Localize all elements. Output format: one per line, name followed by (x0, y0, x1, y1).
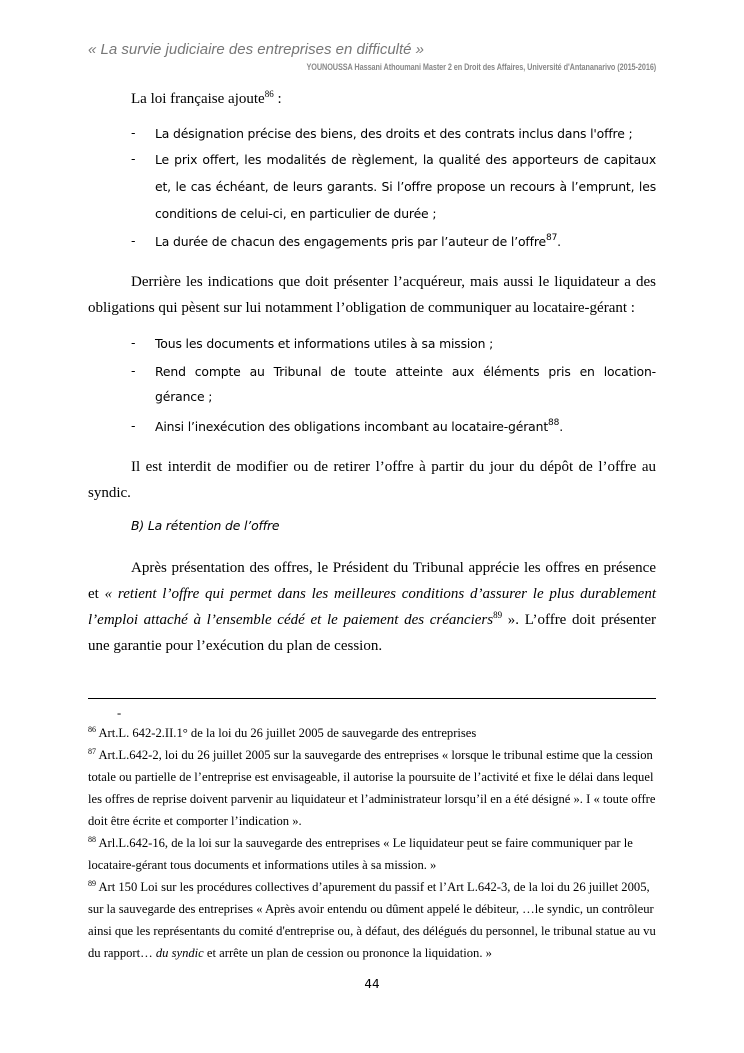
footnote-ref-88[interactable]: 88 (548, 418, 560, 428)
footnote-89-line: du rapport… du syndic et arrête un plan de cession ou prononce la liquidation. » (88, 946, 492, 960)
list-item-continuation: et, le cas échéant, de leurs garants. Si l’offre propose un recours à l’emprunt, les (155, 179, 656, 194)
list-bullet: - (131, 363, 136, 378)
footnote-separator (88, 698, 656, 699)
intro-line: La loi française ajoute$^{86}$ : (131, 89, 282, 107)
paragraph-line: une garantie pour l’exécution du plan de cession. (88, 638, 383, 654)
footnote-88-line: locataire-gérant tous documents et informations utiles à sa mission. » (88, 858, 437, 872)
paragraph-line: Après présentation des offres, le Président du Tribunal apprécie les offres en présence (131, 560, 656, 576)
running-header-author: YOUNOUSSA Hassani Athoumani Master 2 en Droit des Affaires, Université d'Antananarivo (2015-2016) (306, 62, 656, 73)
list-item: Le prix offert, les modalités de règlement, la qualité des apporteurs de capitaux (155, 152, 656, 167)
list-item-continuation: gérance ; (155, 389, 213, 404)
paragraph-line: et « retient l’offre qui permet dans les meilleures conditions d’assurer le plus durablement (88, 586, 657, 602)
footnote-89: $^{89}$ Art 150 Loi sur les procédures collectives d’apurement du passif et l’Art L.642-3, de la loi du 26 juillet 2005, (88, 879, 650, 894)
section-title: B) La rétention de l’offre (131, 518, 280, 533)
footnote-88: $^{88}$ Arl.L.642-16, de la loi sur la sauvegarde des entreprises « Le liquidateur peut se faire communiquer par le (88, 835, 633, 850)
footnote-89-line: ainsi que les représentants du comité d'entreprise ou, à défaut, des délégués du personnel, le tribunal statue au vu (88, 924, 656, 938)
footnote-87-line: doit être écrite et comporter l’indication ». (88, 814, 302, 828)
paragraph-line: obligations qui pèsent sur lui notamment l’obligation de communiquer au locataire-gérant : (88, 300, 635, 316)
paragraph-line: syndic. (88, 485, 131, 501)
footnote-ref-89[interactable]: 89 (493, 610, 503, 620)
list-item: La désignation précise des biens, des droits et des contrats inclus dans l'offre ; (155, 126, 633, 141)
footnote-89-line: sur la sauvegarde des entreprises « Après avoir entendu ou dûment appelé le débiteur, …le syndic, un contrôleur (88, 902, 654, 916)
paragraph-line: Il est interdit de modifier ou de retirer l’offre à partir du jour du dépôt de l’offre au (131, 459, 656, 475)
list-bullet: - (131, 233, 136, 248)
footnote-86: $^{86}$ Art.L. 642-2.II.1° de la loi du 26 juillet 2005 de sauvegarde des entreprises (88, 725, 477, 740)
paragraph-line: l’emploi attaché à l’ensemble cédé et le paiement des créanciers$^{89}$ ». L’offre doit présenter (88, 610, 656, 628)
footnote-87-line: les offres de reprise doivent parvenir au liquidateur et l’administrateur lorsqu’il en a été désigné ». I « toute offre (88, 792, 656, 806)
list-item-continuation: conditions de celui-ci, en particulier de durée ; (155, 206, 437, 221)
list-bullet: - (131, 418, 136, 433)
paragraph-line: Derrière les indications que doit présenter l’acquéreur, mais aussi le liquidateur a des (131, 274, 656, 290)
footnote-ref-87[interactable]: 87 (546, 233, 558, 243)
list-item: Rend compte au Tribunal de toute atteinte aux éléments pris en location- (155, 364, 656, 379)
list-bullet: - (131, 125, 136, 140)
list-item: La durée de chacun des engagements pris par l’auteur de l’offre$^{87}$. (155, 233, 561, 249)
footnote-87: $^{87}$ Art.L.642-2, loi du 26 juillet 2005 sur la sauvegarde des entreprises « lorsque le tribunal estime que la cession (88, 747, 653, 762)
footnote-dash: - (117, 706, 122, 720)
footnote-ref-86[interactable]: 86 (264, 89, 274, 99)
list-bullet: - (131, 335, 136, 350)
list-item: Ainsi l’inexécution des obligations incombant au locataire-gérant$^{88}$. (155, 418, 563, 434)
list-item: Tous les documents et informations utiles à sa mission ; (155, 336, 494, 351)
running-header-title: « La survie judiciaire des entreprises en difficulté » (88, 41, 425, 58)
list-bullet: - (131, 151, 136, 166)
page-number: 44 (364, 977, 380, 991)
footnote-87-line: totale ou partielle de l’entreprise est envisageable, il autorise la poursuite de l’activité et fixe le délai dans lequel (88, 770, 654, 784)
